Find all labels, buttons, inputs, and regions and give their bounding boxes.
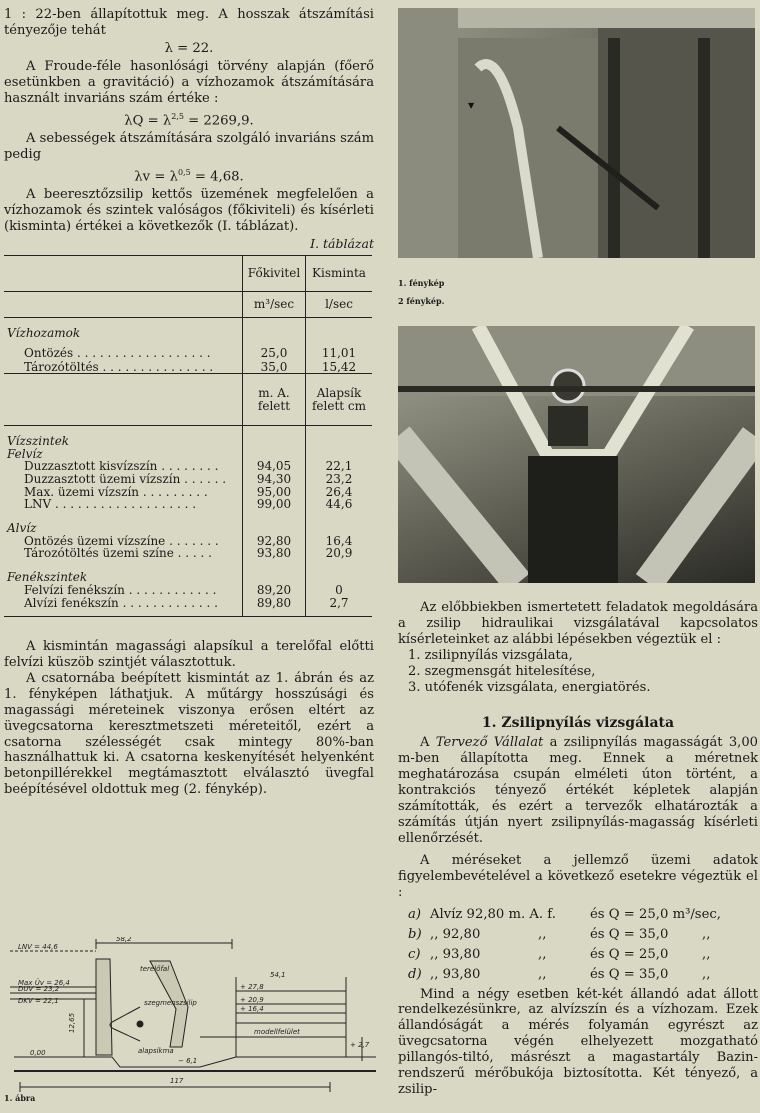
case-label: b) <box>408 926 422 942</box>
cell: 89,20 <box>243 584 306 597</box>
text: A <box>420 735 436 751</box>
case-text: Alvíz 92,80 m. A. f. <box>430 906 556 922</box>
case-list <box>408 905 758 985</box>
cell: 89,80 <box>243 597 306 617</box>
cell: 35,0 <box>243 360 306 374</box>
cell: 26,4 <box>306 486 373 499</box>
eq-exp: 2,5 <box>171 111 184 121</box>
dim-label: 12,65 <box>68 1012 76 1033</box>
list-item: 2. szegmensgát hitelesítése, <box>408 663 596 679</box>
text: a zsilipnyílás magasságát 3,00 m-ben állapította meg. Ennek a méretnek meghatározása csupán elméleti úton történt, a kontrakciós tényező értékét képletek alapján számították, és ezért a tervezők elhatározták a számítás útján nyert zsilipnyílás-magasság kísérleti ellenőrzését. <box>398 735 759 846</box>
case-text: ,, <box>538 946 547 962</box>
cell: 95,00 <box>243 486 306 499</box>
section-label: Vízszintek <box>7 434 70 449</box>
cell: 44,6 <box>306 498 373 511</box>
case-text: ,, 93,80 <box>430 966 481 982</box>
dim-label: 54,1 <box>270 971 286 979</box>
cell: 22,1 <box>306 460 373 473</box>
paragraph: A Froude-féle hasonlósági törvény alapján (főerő esetünkben a gravitáció) a vízhozamok átszámítására használt invariáns szám értéke : <box>4 58 374 106</box>
cell: 0 <box>306 584 373 597</box>
case-text: és Q = 35,0 <box>590 926 669 942</box>
photo-caption: 2 fénykép. <box>398 296 445 306</box>
table-caption: I. táblázat <box>310 235 374 251</box>
paragraph: A beeresztőzsilip kettős üzemének megfelelően a vízhozamok és szintek valóságos (főkiviteli) és kísérleti (kisminta) értékei a következők (I. táblázat). <box>4 187 374 234</box>
step-list <box>398 648 758 696</box>
row-label: Öntözés üzemi vízszíne . . . . . . . <box>24 534 219 548</box>
section-label: Alvíz <box>7 521 37 536</box>
dim-label: 117 <box>170 1077 184 1085</box>
case-label: c) <box>408 946 421 962</box>
cell: 23,2 <box>306 473 373 486</box>
row-label: Tározótöltés üzemi színe . . . . . <box>24 547 212 560</box>
level-label: + 2,7 <box>350 1041 370 1049</box>
paragraph: A kismintán magassági alapsíkul a terelőfal előtti felvízi küszöb szintjét választottuk. <box>4 639 374 670</box>
case-row <box>408 945 758 965</box>
eq-rhs: = 2269,9. <box>183 112 254 128</box>
cell: 25,0 <box>243 347 306 360</box>
figure-label: modellfelület <box>254 1028 300 1036</box>
cell: 94,30 <box>243 473 306 486</box>
unit: Alapsík felett cm <box>306 374 373 426</box>
paragraph: Mind a négy esetben két-két állandó adat állott rendelkezésünkre, az alvízszín és a vízhozam. Ezek állandóságát a mérés folyamán egyrészt az üvegcsatorna végén elhelyezett mozgatható pillangós-tiltó, másrészt a magastartály Bazin-rendszerű mérőbukója biztosította. Két tényező, a zsilip- <box>398 986 758 1097</box>
photo-1 <box>398 8 755 258</box>
figure-label: terelőfal <box>140 965 170 973</box>
paragraph: 1 : 22-ben állapítottuk meg. A hosszak átszámítási tényezője tehát <box>4 7 374 38</box>
level-label: DÜV = 23,2 <box>18 985 60 993</box>
unit: m³/sec <box>243 291 306 317</box>
eq-lhs: λv = λ <box>134 169 178 185</box>
photo-2 <box>398 326 755 583</box>
row-label: Felvízi fenékszín . . . . . . . . . . . . <box>24 584 217 597</box>
unit: m. A. felett <box>243 374 306 426</box>
case-text: ,, <box>538 926 547 942</box>
equation-lambda-q <box>4 108 374 130</box>
photo-1-image <box>398 8 755 258</box>
cell: 20,9 <box>306 547 373 560</box>
level-label: DKV = 22,1 <box>18 997 59 1005</box>
case-label: d) <box>408 966 422 982</box>
case-row <box>408 925 758 945</box>
equation-lambda: λ = 22. <box>164 40 214 56</box>
row-label: LNV . . . . . . . . . . . . . . . . . . . <box>24 498 197 511</box>
dim-label: 58,2 <box>116 937 132 943</box>
row-label: Duzzasztott kisvízszín . . . . . . . . <box>24 460 219 474</box>
photo-2-image <box>398 326 755 583</box>
section-label: Vízhozamok <box>7 325 81 340</box>
figure-label: szegmenszsilip <box>144 999 197 1007</box>
cell: 15,42 <box>306 360 373 374</box>
col-header: Kisminta <box>306 255 373 291</box>
equation-lambda-v <box>4 164 374 186</box>
level-label: + 20,9 <box>240 996 264 1004</box>
section-heading: 1. Zsilipnyílás vizsgálata <box>481 715 675 732</box>
eq-exp: 0,5 <box>177 167 191 177</box>
figure-caption: 1. ábra <box>4 1093 36 1103</box>
cell: 93,80 <box>243 547 306 560</box>
level-label: − 6,1 <box>178 1057 198 1065</box>
case-text: ,, <box>702 946 711 962</box>
row-label: Tározótöltés . . . . . . . . . . . . . . . <box>24 359 214 374</box>
case-row <box>408 965 758 985</box>
eq-lhs: λQ = λ <box>124 112 172 128</box>
case-label: a) <box>408 906 422 922</box>
case-text: és Q = 25,0 m³/sec, <box>590 906 721 922</box>
case-text: ,, 92,80 <box>430 926 481 942</box>
cell: 92,80 <box>243 535 306 548</box>
list-item: 3. utófenék vizsgálata, energiatörés. <box>408 679 651 695</box>
cell: 11,01 <box>306 347 373 360</box>
case-text: ,, <box>538 966 547 982</box>
data-table <box>4 255 372 617</box>
cell: 94,05 <box>243 460 306 473</box>
level-label: LNV = 44,6 <box>18 943 58 951</box>
left-column <box>4 0 374 798</box>
emphasis: Tervező Vállalat <box>435 735 544 751</box>
paragraph: A méréseket a jellemző üzemi adatok figyelembevételével a következő esetekre végeztük el : <box>398 852 758 900</box>
cross-section-drawing <box>0 937 376 1109</box>
figure-label: alapsíkma <box>138 1047 174 1055</box>
case-text: ,, 93,80 <box>430 946 481 962</box>
row-label: Max. üzemi vízszín . . . . . . . . . <box>24 485 208 499</box>
right-column <box>398 600 758 1098</box>
case-text: és Q = 25,0 <box>590 946 669 962</box>
subsection-label: Felvíz <box>7 446 43 461</box>
case-text: és Q = 35,0 <box>590 966 669 982</box>
case-row <box>408 905 758 925</box>
photo-marking: ▼ <box>468 101 475 110</box>
row-label: Alvízi fenékszín . . . . . . . . . . . . . <box>24 596 218 610</box>
level-label: Max Üv = 26,4 <box>18 979 70 987</box>
cell: 16,4 <box>306 535 373 548</box>
col-header: Főkivitel <box>243 255 306 291</box>
list-item: 1. zsilipnyílás vizsgálata, <box>408 647 573 663</box>
photo-caption: 1. fénykép <box>398 278 445 288</box>
figure-1-drawing <box>0 937 376 1109</box>
row-label: Duzzasztott üzemi vízszín . . . . . . <box>24 473 227 486</box>
level-label: 0,00 <box>30 1049 46 1057</box>
paragraph: Az előbbiekben ismertetett feladatok megoldására a zsilip hidraulikai vizsgálatával kapcsolatos kísérleteinket az alábbi lépésekben végeztük el : <box>398 600 758 647</box>
section-label: Fenékszintek <box>7 570 88 585</box>
level-label: + 27,8 <box>240 983 264 991</box>
level-label: + 16,4 <box>240 1005 264 1013</box>
paragraph <box>398 735 758 846</box>
case-text: ,, <box>702 926 711 942</box>
paragraph: A csatornába beépített kismintát az 1. ábrán és az 1. fényképen láthatjuk. A műtárgy hosszúsági és magassági méreteinek viszonya erősen eltért az üvegcsatorna keresztmetszeti méreteitől, ezért a csatorna szélességét csak mintegy 80%-ban használhattuk ki. A csatorna keskenyítését helyenként betonpillérekkel megtámasztott elválasztó üvegfal beépítésével oldottuk meg (2. fénykép). <box>4 670 374 798</box>
case-text: ,, <box>702 966 711 982</box>
cell: 99,00 <box>243 498 306 511</box>
row-label: Öntözés . . . . . . . . . . . . . . . . . . <box>24 347 211 360</box>
paragraph: A sebességek átszámítására szolgáló invariáns szám pedig <box>4 130 374 162</box>
unit: l/sec <box>306 291 373 317</box>
cell: 2,7 <box>306 597 373 617</box>
eq-rhs: = 4,68. <box>190 169 244 185</box>
